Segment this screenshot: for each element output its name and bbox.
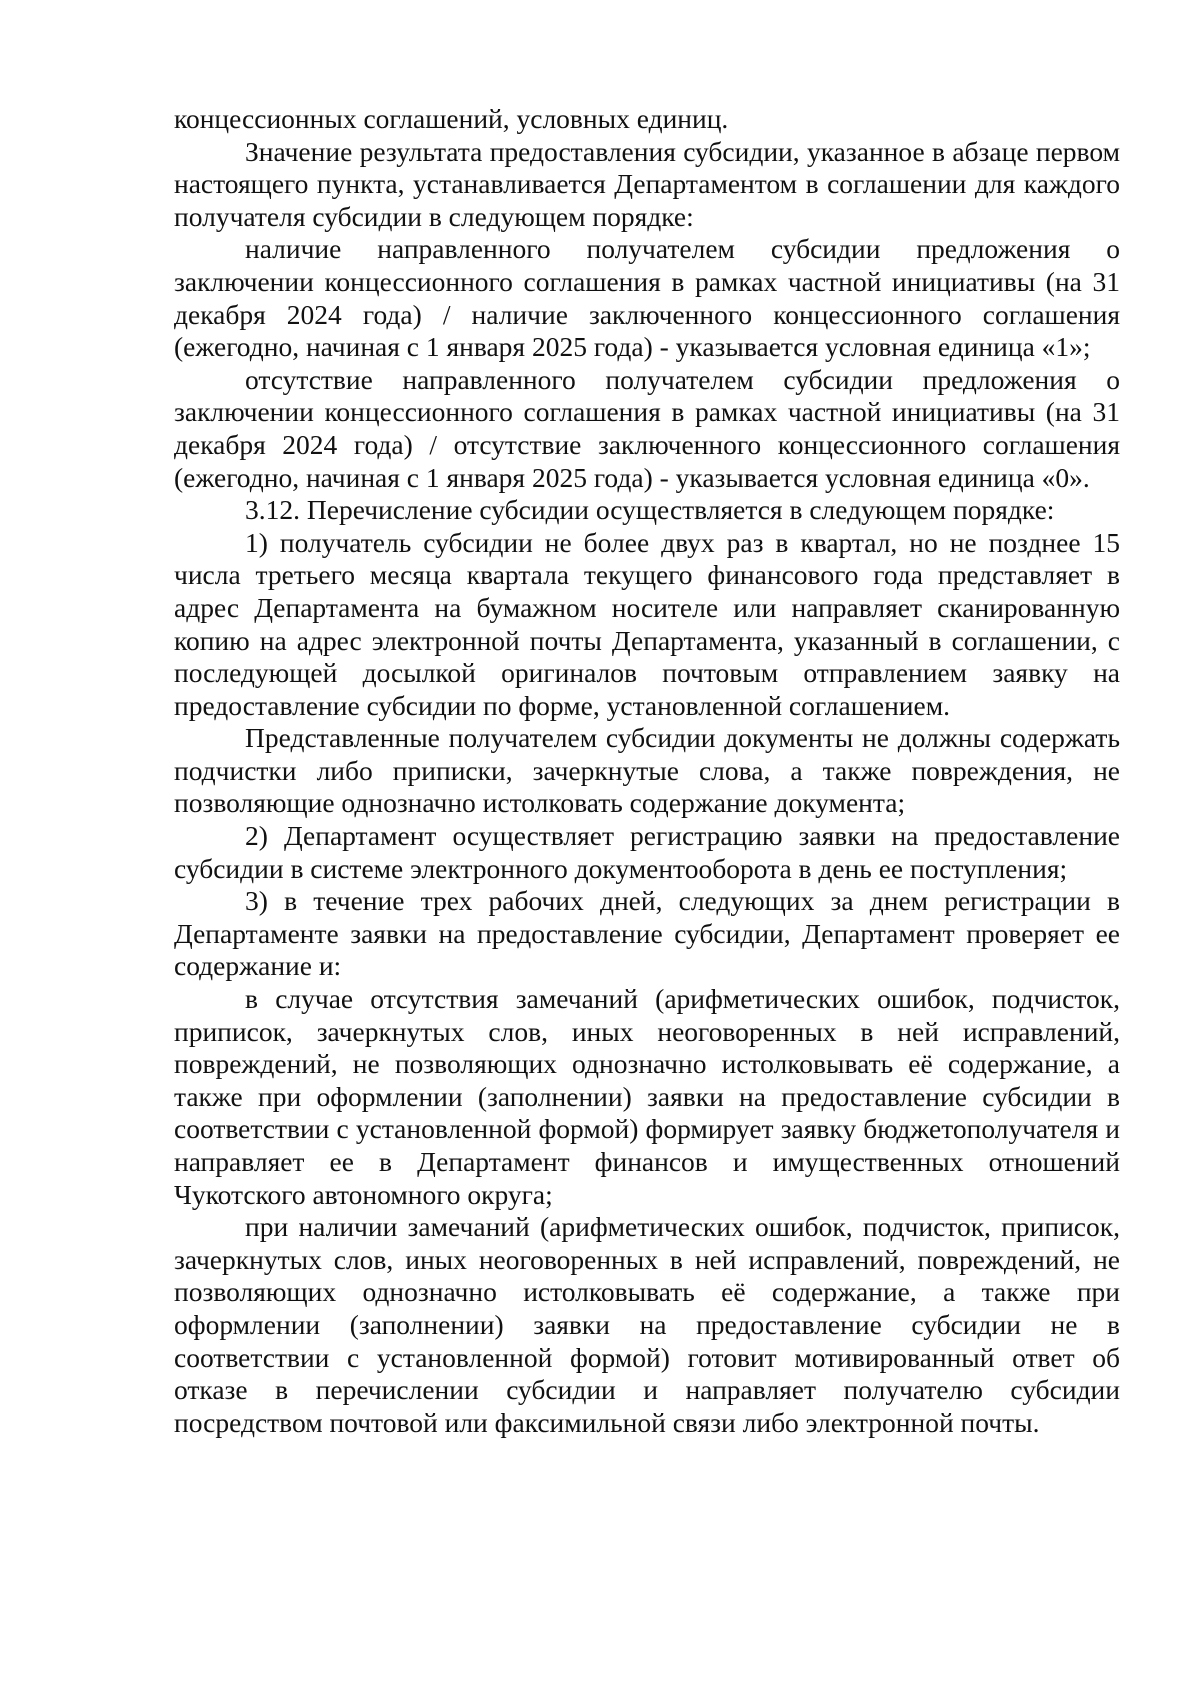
paragraph-result-value: Значение результата предоставления субсидии, указанное в абзаце первом настоящего пункта, устанавливается Департаментом в соглашении для каждого получателя субсидии в следующем порядке: xyxy=(174,135,1120,232)
paragraph-no-remarks: в случае отсутствия замечаний (арифметических ошибок, подчисток, приписок, зачеркнутых слов, иных неоговоренных в ней исправлений, повреждений, не позволяющих однозначно истолковывать её содержание, а также при оформлении (заполнении) заявки на предоставление субсидии в соответствии с установленной формой) формирует заявку бюджетополучателя и направляет ее в Департамент финансов и имущественных отношений Чукотского автономного округа; xyxy=(174,983,1120,1210)
document-page xyxy=(174,103,1120,1439)
paragraph-continuation: концессионных соглашений, условных единиц. xyxy=(174,103,729,134)
paragraph-item-2: 2) Департамент осуществляет регистрацию заявки на предоставление субсидии в системе электронного документооборота в день ее поступления; xyxy=(174,820,1120,884)
paragraph-item-1: 1) получатель субсидии не более двух раз в квартал, но не позднее 15 числа третьего месяца квартала текущего финансового года представляет в адрес Департамента на бумажном носителе или направляет сканированную копию на адрес электронной почты Департамента, указанный в соглашении, с последующей досылкой оригиналов почтовым отправлением заявку на предоставление субсидии по форме, установленной соглашением. xyxy=(174,526,1120,721)
paragraph-item-3: 3) в течение трех рабочих дней, следующих за днем регистрации в Департаменте заявки на предоставление субсидии, Департамент проверяет ее содержание и: xyxy=(174,885,1120,982)
paragraph-presence-unit-1: наличие направленного получателем субсидии предложения о заключении концессионного соглашения в рамках частной инициативы (на 31 декабря 2024 года) / наличие заключенного концессионного соглашения (ежегодно, начиная с 1 января 2025 года) - указывается условная единица «1»; xyxy=(174,233,1120,363)
paragraph-documents-requirements: Представленные получателем субсидии документы не должны содержать подчистки либо приписки, зачеркнутые слова, а также повреждения, не позволяющие однозначно истолковать содержание документа; xyxy=(174,722,1120,819)
paragraph-absence-unit-0: отсутствие направленного получателем субсидии предложения о заключении концессионного соглашения в рамках частной инициативы (на 31 декабря 2024 года) / отсутствие заключенного концессионного соглашения (ежегодно, начиная с 1 января 2025 года) - указывается условная единица «0». xyxy=(174,363,1120,493)
paragraph-section-3-12: 3.12. Перечисление субсидии осуществляется в следующем порядке: xyxy=(245,494,1055,526)
paragraph-with-remarks: при наличии замечаний (арифметических ошибок, подчисток, приписок, зачеркнутых слов, иных неоговоренных в ней исправлений, повреждений, не позволяющих однозначно истолковывать её содержание, а также при оформлении (заполнении) заявки на предоставление субсидии не в соответствии с установленной формой) готовит мотивированный ответ об отказе в перечислении субсидии и направляет получателю субсидии посредством почтовой или факсимильной связи либо электронной почты. xyxy=(174,1211,1120,1438)
